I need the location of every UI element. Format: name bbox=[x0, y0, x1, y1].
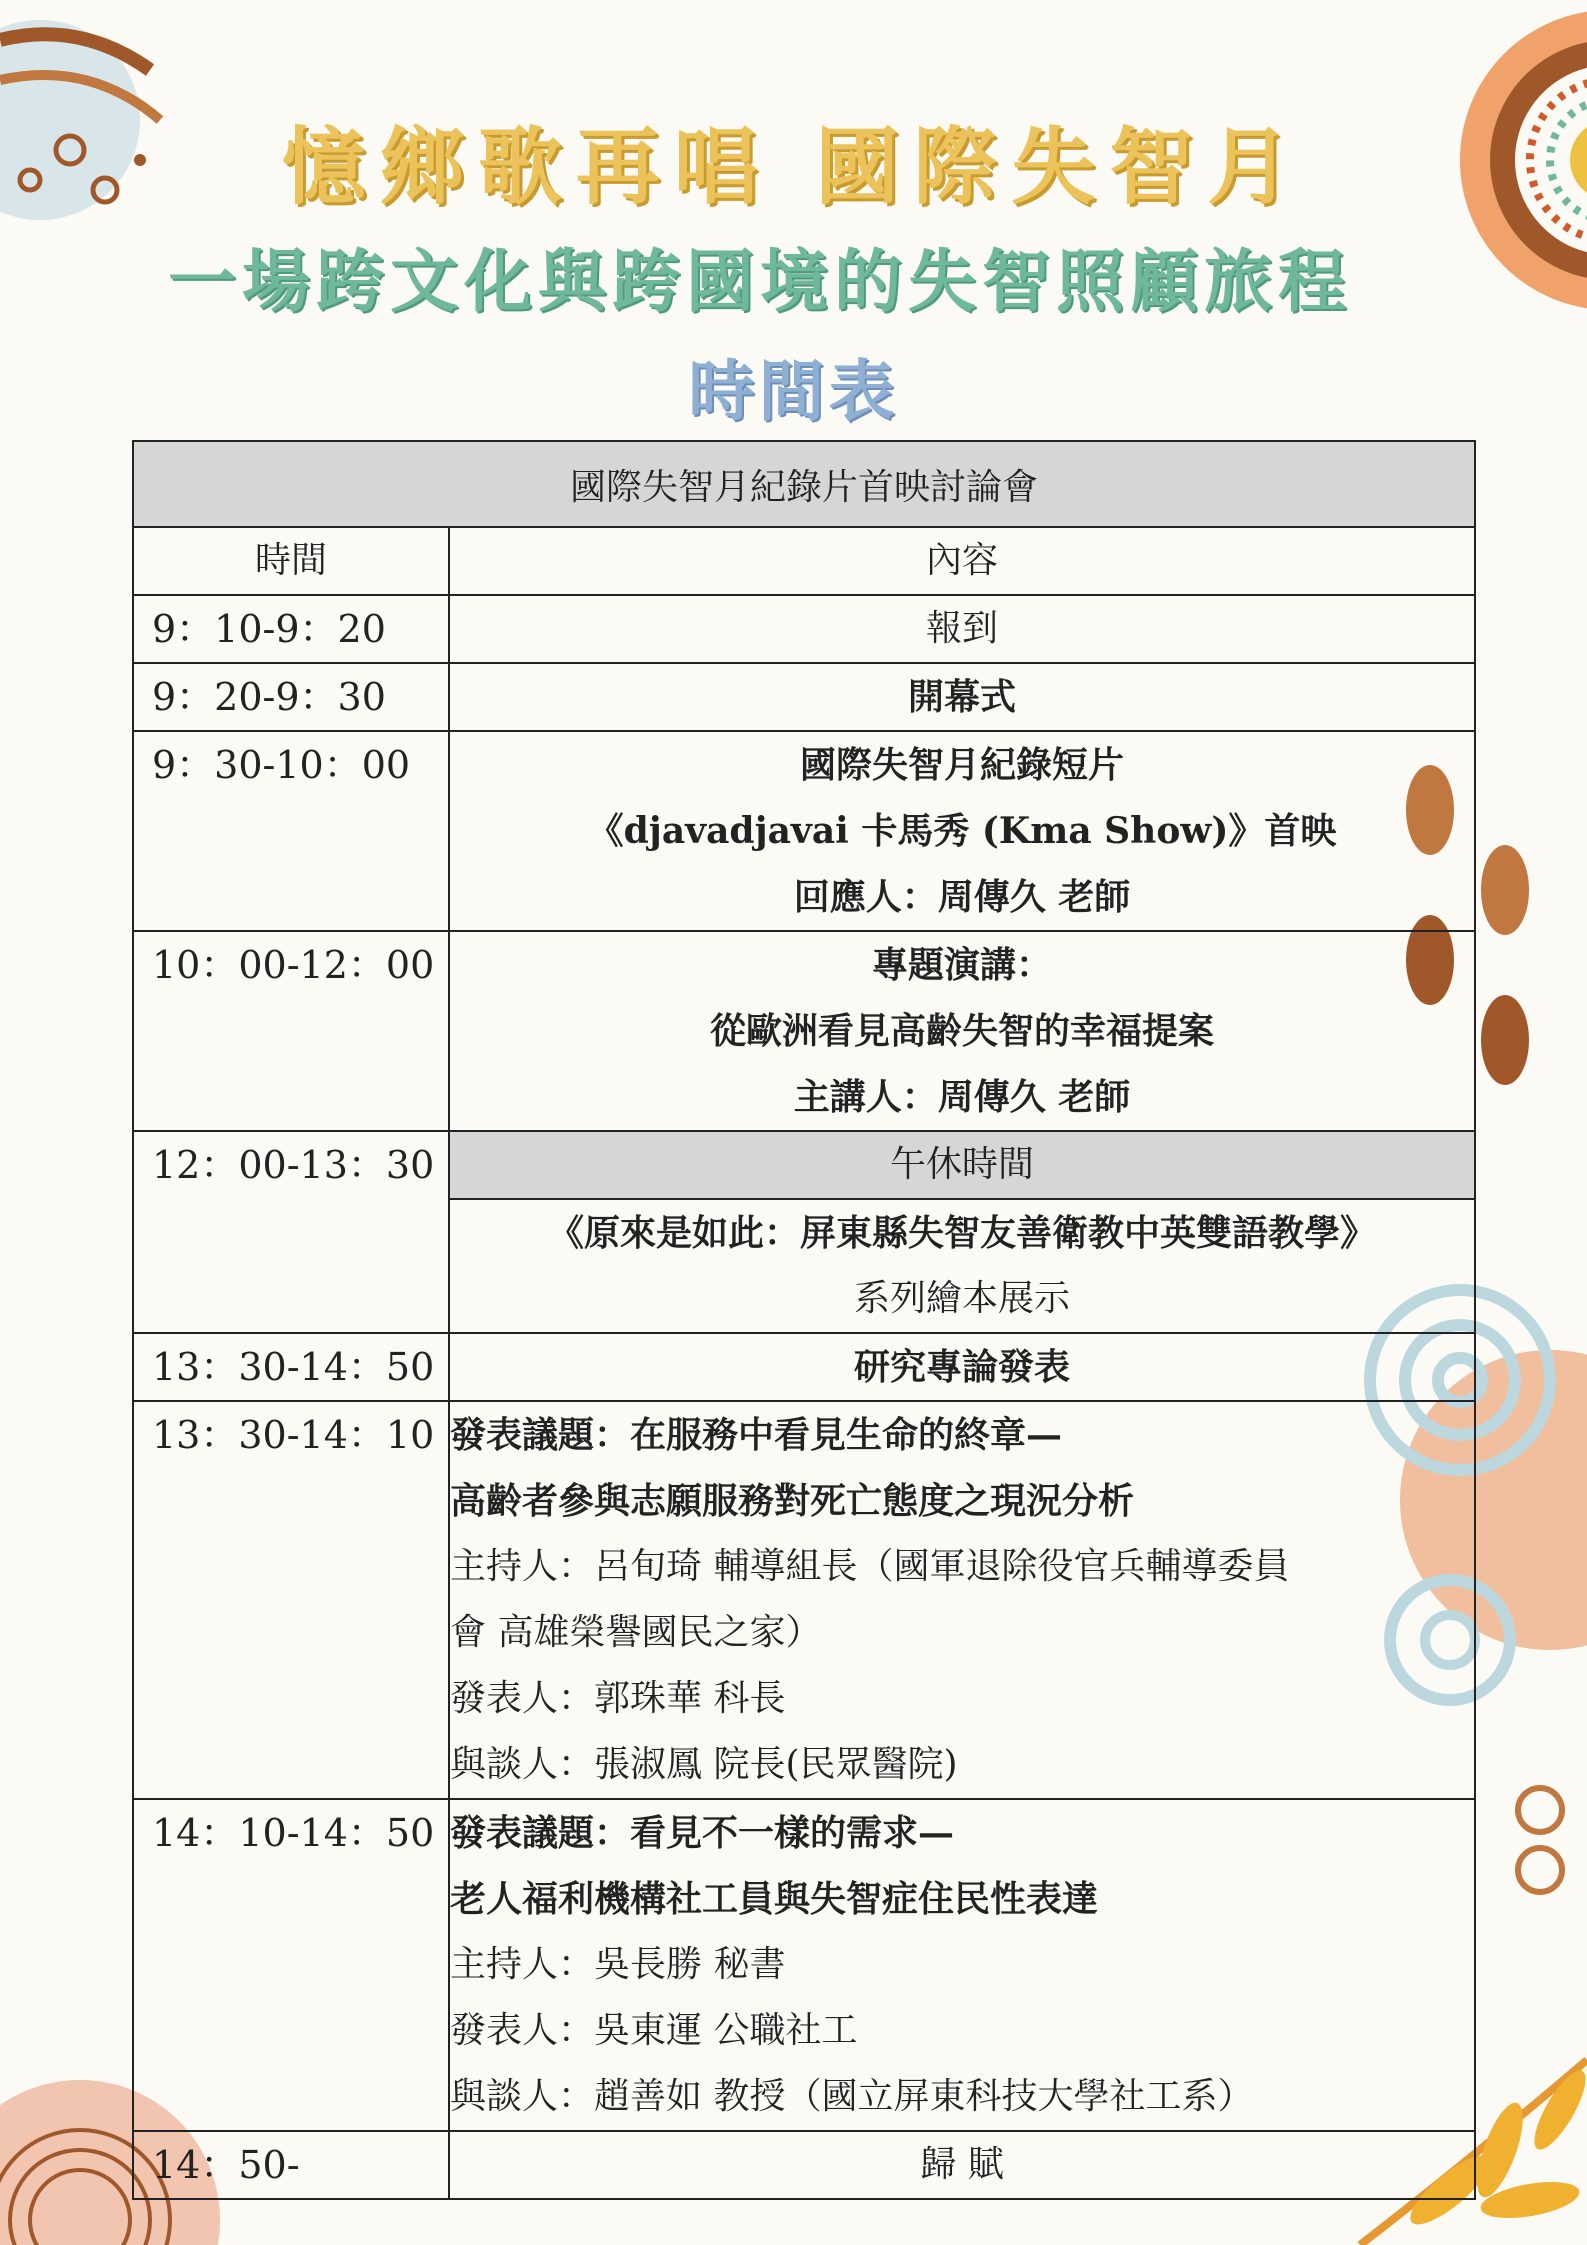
content-line: 《djavadjavai 卡馬秀 (Kma Show)》首映 bbox=[587, 810, 1337, 852]
column-header-time: 時間 bbox=[133, 527, 449, 595]
table-row bbox=[133, 1131, 1475, 1199]
table-row bbox=[133, 2131, 1475, 2199]
time-cell: 13：30-14：10 bbox=[152, 1413, 435, 1457]
subtitle: 一場跨文化與跨國境的失智照顧旅程 bbox=[167, 243, 1352, 322]
content-line: 開幕式 bbox=[908, 676, 1017, 718]
content-line: 國際失智月紀錄短片 bbox=[800, 744, 1125, 786]
time-cell: 14：10-14：50 bbox=[152, 1811, 435, 1855]
content-line: 專題演講： bbox=[872, 944, 1053, 986]
table-row bbox=[133, 1799, 1475, 2131]
content-line: 發表議題：看見不一樣的需求— bbox=[450, 1812, 955, 1854]
content-line: 歸 賦 bbox=[920, 2144, 1004, 2185]
time-cell: 9：20-9：30 bbox=[152, 675, 386, 719]
dots-decoration bbox=[1500, 1780, 1587, 1910]
table-row bbox=[133, 1401, 1475, 1799]
content-line: 回應人：周傳久 老師 bbox=[793, 876, 1131, 918]
section-title: 國際失智月紀錄片首映討論會 bbox=[133, 441, 1475, 527]
time-cell: 14：50- bbox=[152, 2143, 300, 2187]
time-cell: 12：00-13：30 bbox=[152, 1143, 435, 1187]
content-line: 主講人：周傳久 老師 bbox=[793, 1076, 1131, 1118]
content-line: 高齡者參與志願服務對死亡態度之現況分析 bbox=[450, 1480, 1135, 1522]
content-line: 主持人：吳長勝 秘書 bbox=[450, 1944, 786, 1985]
schedule-title: 時間表 bbox=[688, 353, 899, 430]
content-line: 系列繪本展示 bbox=[854, 1278, 1071, 1319]
content-line: 會 高雄榮譽國民之家） bbox=[450, 1612, 822, 1653]
lunch-break: 午休時間 bbox=[890, 1144, 1035, 1185]
content-line: 與談人：趙善如 教授（國立屏東科技大學社工系） bbox=[450, 2076, 1254, 2117]
content-line: 研究專論發表 bbox=[854, 1346, 1071, 1388]
time-cell: 10：00-12：00 bbox=[152, 943, 435, 987]
time-cell: 9：30-10：00 bbox=[152, 743, 411, 787]
content-line: 與談人：張淑鳳 院長(民眾醫院) bbox=[450, 1744, 958, 1785]
content-line: 《原來是如此：屏東縣失智友善衛教中英雙語教學》 bbox=[548, 1212, 1377, 1254]
main-title: 憶鄉歌再唱 國際失智月 bbox=[281, 118, 1306, 216]
table-row bbox=[133, 663, 1475, 731]
content-line: 報到 bbox=[926, 608, 999, 649]
content-line: 主持人：呂旬琦 輔導組長（國軍退除役官兵輔導委員 bbox=[450, 1546, 1290, 1587]
schedule-table bbox=[132, 440, 1476, 2200]
time-cell: 13：30-14：50 bbox=[152, 1345, 435, 1389]
column-header-content: 內容 bbox=[449, 527, 1475, 595]
table-row bbox=[133, 1333, 1475, 1401]
column-header-row bbox=[133, 527, 1475, 595]
content-line: 發表人：吳東運 公職社工 bbox=[450, 2010, 858, 2051]
table-row bbox=[133, 731, 1475, 931]
section-title-row bbox=[133, 441, 1475, 527]
content-line: 發表議題：在服務中看見生命的終章— bbox=[450, 1414, 1063, 1456]
content-line: 發表人：郭珠華 科長 bbox=[450, 1678, 786, 1719]
content-line: 從歐洲看見高齡失智的幸福提案 bbox=[710, 1010, 1215, 1052]
content-line: 老人福利機構社工員與失智症住民性表達 bbox=[450, 1878, 1099, 1920]
time-cell: 9：10-9：20 bbox=[152, 607, 386, 651]
table-row bbox=[133, 595, 1475, 663]
table-row bbox=[133, 931, 1475, 1131]
